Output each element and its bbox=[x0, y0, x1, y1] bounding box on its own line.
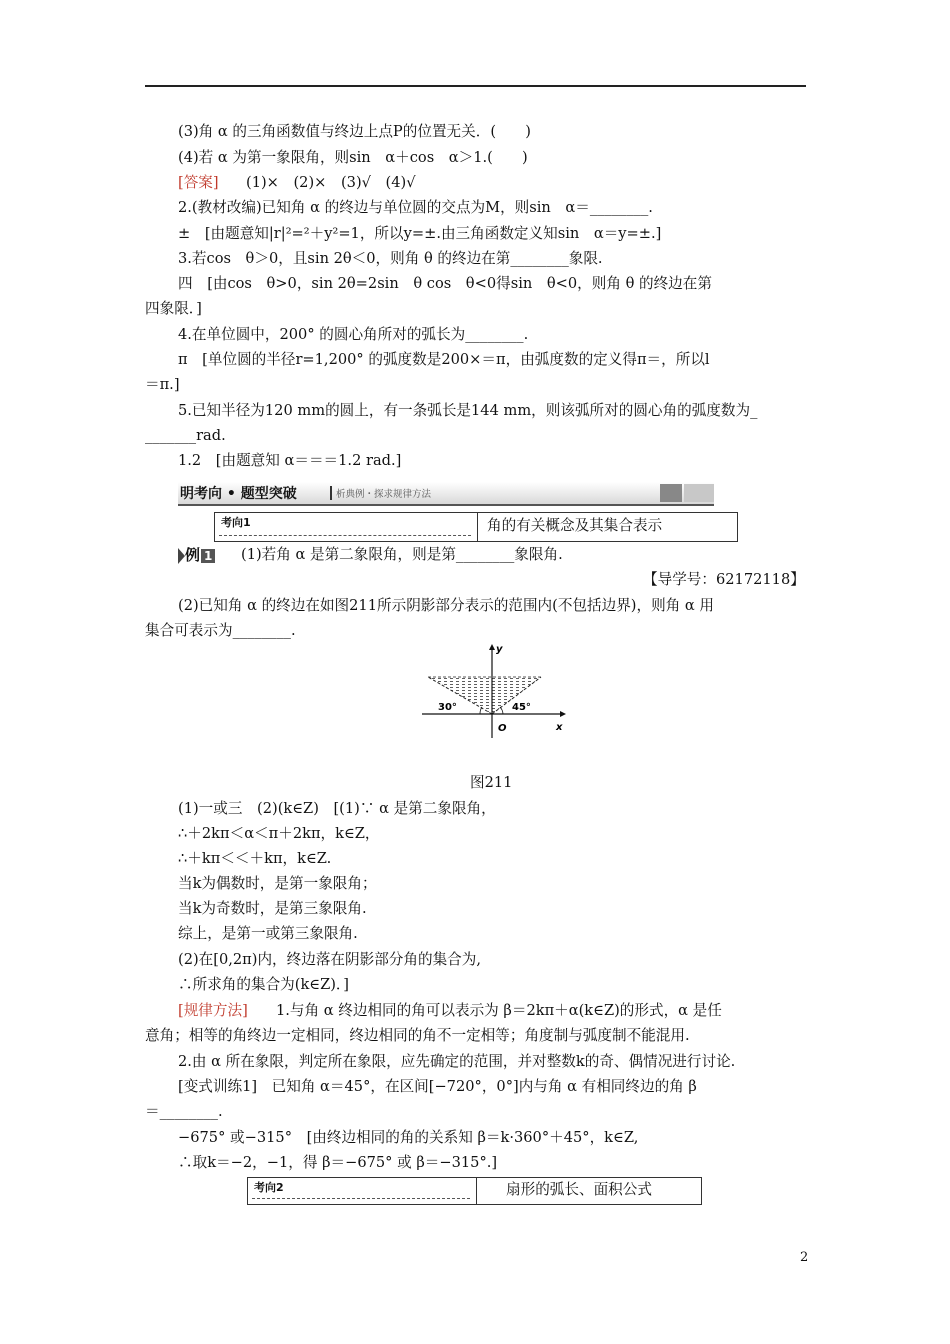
text-line: ＝π.] bbox=[145, 376, 180, 393]
topic-title: 扇形的弧长、面积公式 bbox=[506, 1181, 652, 1198]
banner-decoration bbox=[684, 484, 714, 502]
text-line: ∴＋2kπ＜α＜π＋2kπ，k∈Z， bbox=[178, 825, 380, 842]
text-line: 4.在单位圆中，200° 的圆心角所对的弧长为________. bbox=[178, 326, 529, 343]
text-line: (1)× (2)× (3)√ (4)√ bbox=[246, 174, 416, 191]
text-line: 2.由 α 所在象限，判定所在象限，应先确定的范围，并对整数k的奇、偶情况进行讨论. bbox=[178, 1053, 736, 1070]
topic-box-2 bbox=[247, 1177, 702, 1205]
x-axis-arrow-icon bbox=[560, 711, 566, 717]
text-line: 四 [由cos θ>0，sin 2θ=2sin θ cos θ<0得sin θ<0，则角 θ 的终边在第 bbox=[178, 275, 712, 292]
text-line: (3)角 α 的三角函数值与终边上点P的位置无关．( ) bbox=[178, 123, 531, 140]
text-line: (4)若 α 为第一象限角，则sin α＋cos α＞1.( ) bbox=[178, 149, 528, 166]
text-line: ± [由题意知|r|²=²＋y²=1，所以y=±.由三角函数定义知sin α＝y=±.] bbox=[178, 225, 662, 242]
topic-box-1 bbox=[214, 512, 738, 542]
text-line: 当k为奇数时，是第三象限角. bbox=[178, 900, 367, 917]
answer-label: [答案] bbox=[178, 174, 219, 191]
topic-title: 角的有关概念及其集合表示 bbox=[487, 517, 663, 534]
text-line: 1.与角 α 终边相同的角可以表示为 β＝2kπ＋α(k∈Z)的形式，α 是任 bbox=[276, 1002, 722, 1019]
text-line: 当k为偶数时，是第一象限角； bbox=[178, 875, 377, 892]
example-marker: 例 1 bbox=[178, 544, 215, 565]
text-line: 四象限．] bbox=[145, 300, 202, 317]
figure-caption: 图211 bbox=[470, 774, 513, 791]
section-banner bbox=[178, 482, 714, 506]
y-axis-arrow-icon bbox=[489, 644, 495, 650]
text-line: −675° 或−315° [由终边相同的角的关系知 β＝k·360°＋45°，k∈Z, bbox=[178, 1129, 639, 1146]
header-rule bbox=[145, 85, 806, 87]
page-number: 2 bbox=[800, 1250, 809, 1265]
text-line: ∴取k＝−2，−1，得 β＝−675° 或 β＝−315°.] bbox=[178, 1154, 498, 1171]
y-axis-label: y bbox=[496, 644, 503, 655]
text-line: 综上，是第一或第三象限角. bbox=[178, 925, 358, 942]
text-line: π [单位圆的半径r=1,200° 的弧度数是200×＝π，由弧度数的定义得π＝，所以l bbox=[178, 351, 710, 368]
text-line: 集合可表示为________. bbox=[145, 622, 296, 639]
arrow-icon bbox=[178, 548, 185, 564]
banner-decoration bbox=[660, 484, 682, 502]
text-line: 3.若cos θ＞0，且sin 2θ＜0，则角 θ 的终边在第________象限. bbox=[178, 250, 603, 267]
text-line: [变式训练1] 已知角 α＝45°，在区间[−720°，0°]内与角 α 有相同终边的角 β bbox=[178, 1078, 697, 1095]
angle-label-right: 45° bbox=[512, 702, 531, 713]
text-line: 1.2 [由题意知 α＝＝＝1.2 rad.] bbox=[178, 452, 402, 469]
topic-tag: 考向1 bbox=[221, 516, 251, 529]
text-line: ∴＋kπ＜＜＋kπ，k∈Z. bbox=[178, 850, 332, 867]
text-line: _______rad. bbox=[145, 427, 226, 444]
banner-subtitle: 析典例・探求规律方法 bbox=[330, 486, 431, 500]
angle-figure bbox=[420, 644, 568, 740]
text-line: ＝________. bbox=[145, 1103, 223, 1120]
text-line: 5.已知半径为120 mm的圆上，有一条弧长是144 mm，则该弧所对的圆心角的弧度数为_ bbox=[178, 402, 758, 419]
origin-label: O bbox=[498, 723, 507, 734]
text-line: 2.(教材改编)已知角 α 的终边与单位圆的交点为M，则sin α＝________. bbox=[178, 199, 653, 216]
text-line: (2)在[0,2π)内，终边落在阴影部分角的集合为, bbox=[178, 951, 481, 968]
text-line: (1)一或三 (2)(k∈Z) [(1)∵ α 是第二象限角， bbox=[178, 800, 496, 817]
x-axis-label: x bbox=[556, 722, 563, 733]
text-line: ∴所求角的集合为(k∈Z)．] bbox=[178, 976, 349, 993]
banner-title: 明考向 • 题型突破 bbox=[180, 486, 297, 502]
text-line: (1)若角 α 是第二象限角，则是第________象限角. bbox=[241, 546, 563, 563]
method-label: [规律方法] bbox=[178, 1002, 248, 1019]
text-line: (2)已知角 α 的终边在如图211所示阴影部分表示的范围内(不包括边界)，则角 α 用 bbox=[178, 597, 714, 614]
text-line: 意角；相等的角终边一定相同，终边相同的角不一定相等；角度制与弧度制不能混用. bbox=[145, 1027, 690, 1044]
guide-number: 【导学号：62172118】 bbox=[643, 571, 805, 588]
angle-label-left: 30° bbox=[438, 702, 457, 713]
topic-tag: 考向2 bbox=[254, 1181, 284, 1194]
